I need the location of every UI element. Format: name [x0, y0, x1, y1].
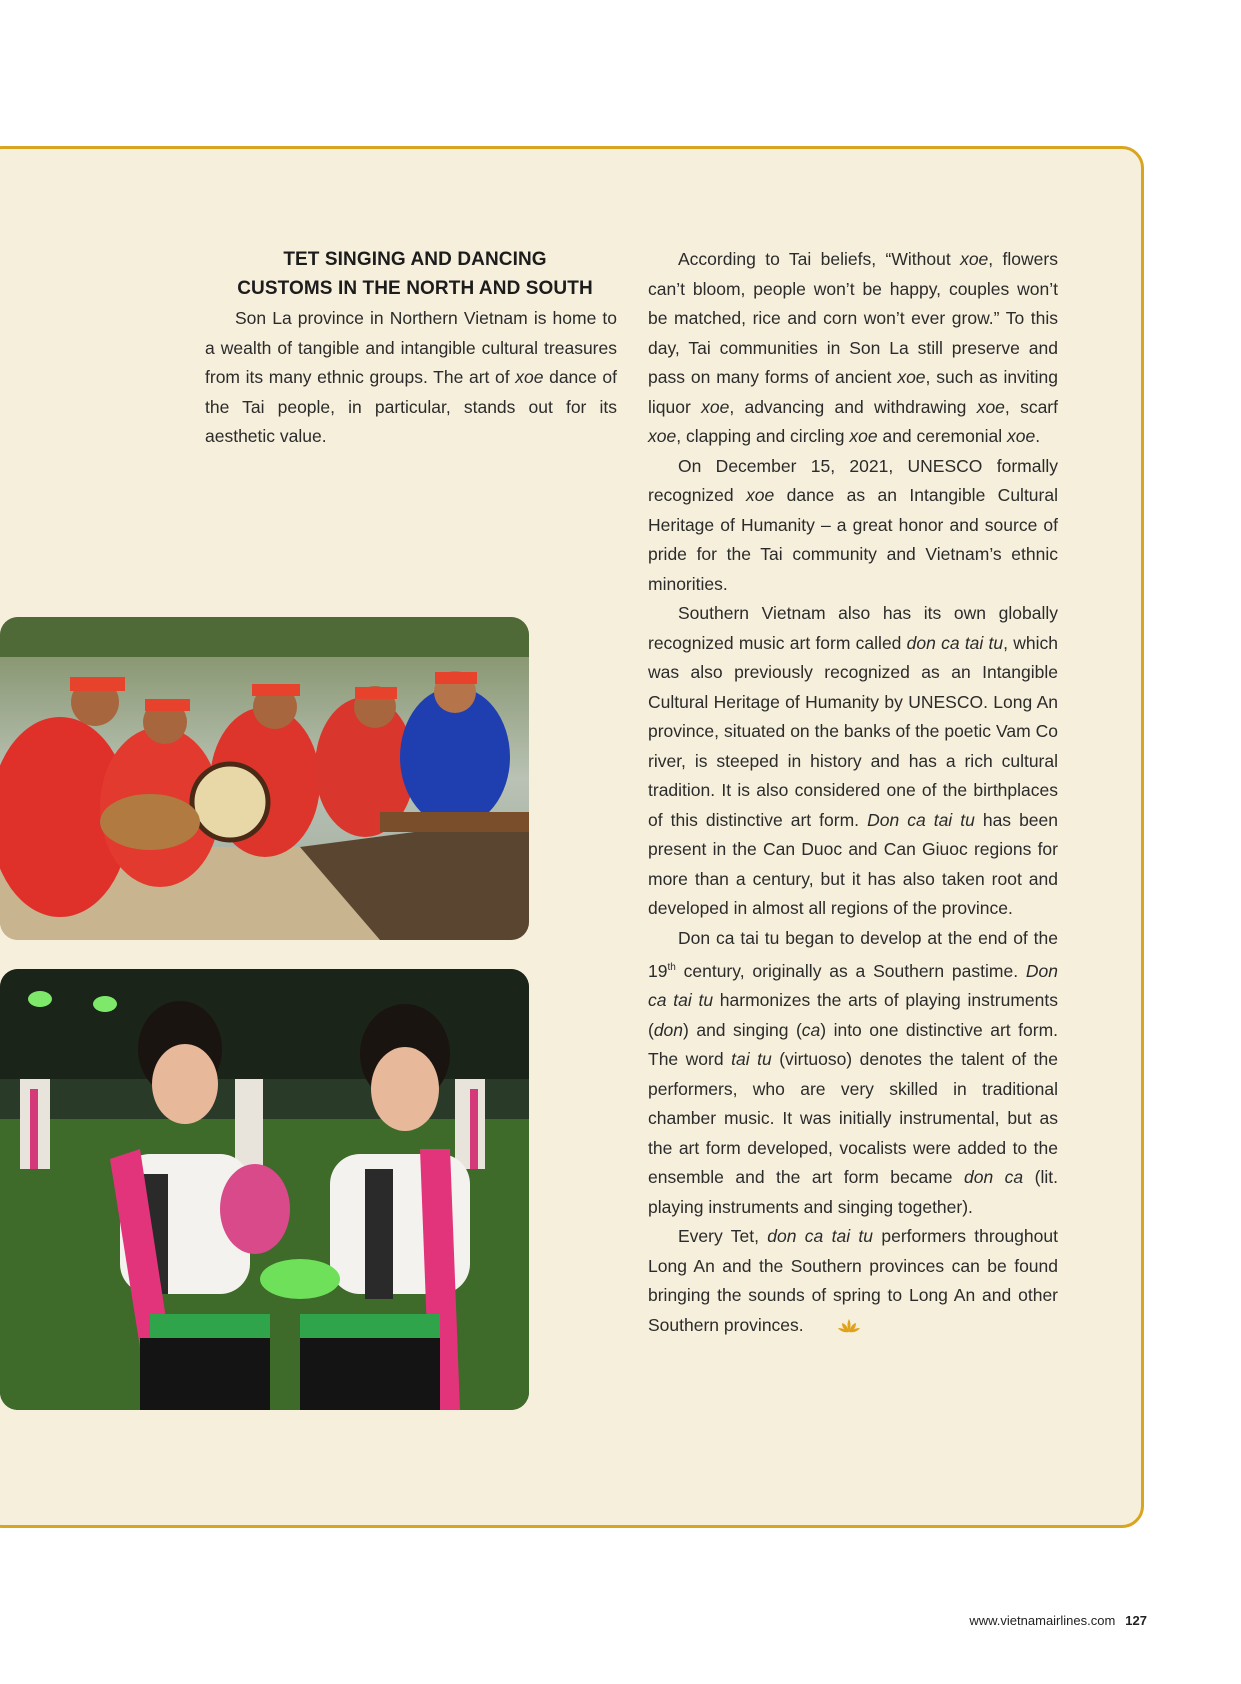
musicians-photo	[0, 617, 529, 940]
right-column	[648, 245, 1058, 1343]
paragraph: Every Tet, don ca tai tu performers throughout Long An and the Southern provinces can be found bringing the sounds of spring to Long An and other Southern provinces.	[648, 1222, 1058, 1343]
heading-line-1: TET SINGING AND DANCING	[283, 249, 547, 270]
paragraph: On December 15, 2021, UNESCO formally recognized xoe dance as an Intangible Cultural Heritage of Humanity – a great honor and source of pride for the Tai community and Vietnam’s ethnic minorities.	[648, 455, 1058, 594]
dancers-photo	[0, 969, 529, 1410]
paragraph: According to Tai beliefs, “Without xoe, flowers can’t bloom, people won’t be happy, couples won’t be matched, rice and corn won’t ever grow.” To this day, Tai communities in Son La still preserve and pass on many forms of ancient xoe, such as inviting liquor xoe, advancing and withdrawing xoe, scarf xoe, clapping and circling xoe and ceremonial xoe.	[648, 249, 1058, 446]
paragraph: Southern Vietnam also has its own globally recognized music art form called don ca tai tu, which was also previously recognized as an Intangible Cultural Heritage of Humanity by UNESCO. Long An province, situated on the banks of the poetic Vam Co river, is steeped in history and has a rich cultural tradition. It is also considered one of the birthplaces of this distinctive art form. Don ca tai tu has been present in the Can Duoc and Can Giuoc regions for more than a century, but it has also taken root and developed in almost all regions of the province.	[648, 603, 1059, 918]
left-column	[205, 304, 617, 452]
page-number: 127	[1125, 1613, 1147, 1628]
paragraph: Don ca tai tu began to develop at the end of the 19th century, originally as a Southern pastime. Don ca tai tu harmonizes the arts of playing instruments (don) and singing (ca) into one distinctive art form. The word tai tu (virtuoso) denotes the talent of the performers, who are very skilled in traditional chamber music. It was initially instrumental, but as the art form developed, vocalists were added to the ensemble and the art form became don ca (lit. playing instruments and singing together).	[648, 927, 1059, 1217]
paragraph: Son La province in Northern Vietnam is home to a wealth of tangible and intangible cultural treasures from its many ethnic groups. The art of xoe dance of the Tai people, in particular, stands out for its aesthetic value.	[205, 308, 617, 446]
section-heading	[205, 245, 625, 303]
footer-url: www.vietnamairlines.com	[969, 1613, 1116, 1628]
heading-line-2: CUSTOMS IN THE NORTH AND SOUTH	[237, 278, 593, 299]
lotus-icon	[808, 1314, 860, 1344]
page-footer	[969, 1613, 1147, 1628]
